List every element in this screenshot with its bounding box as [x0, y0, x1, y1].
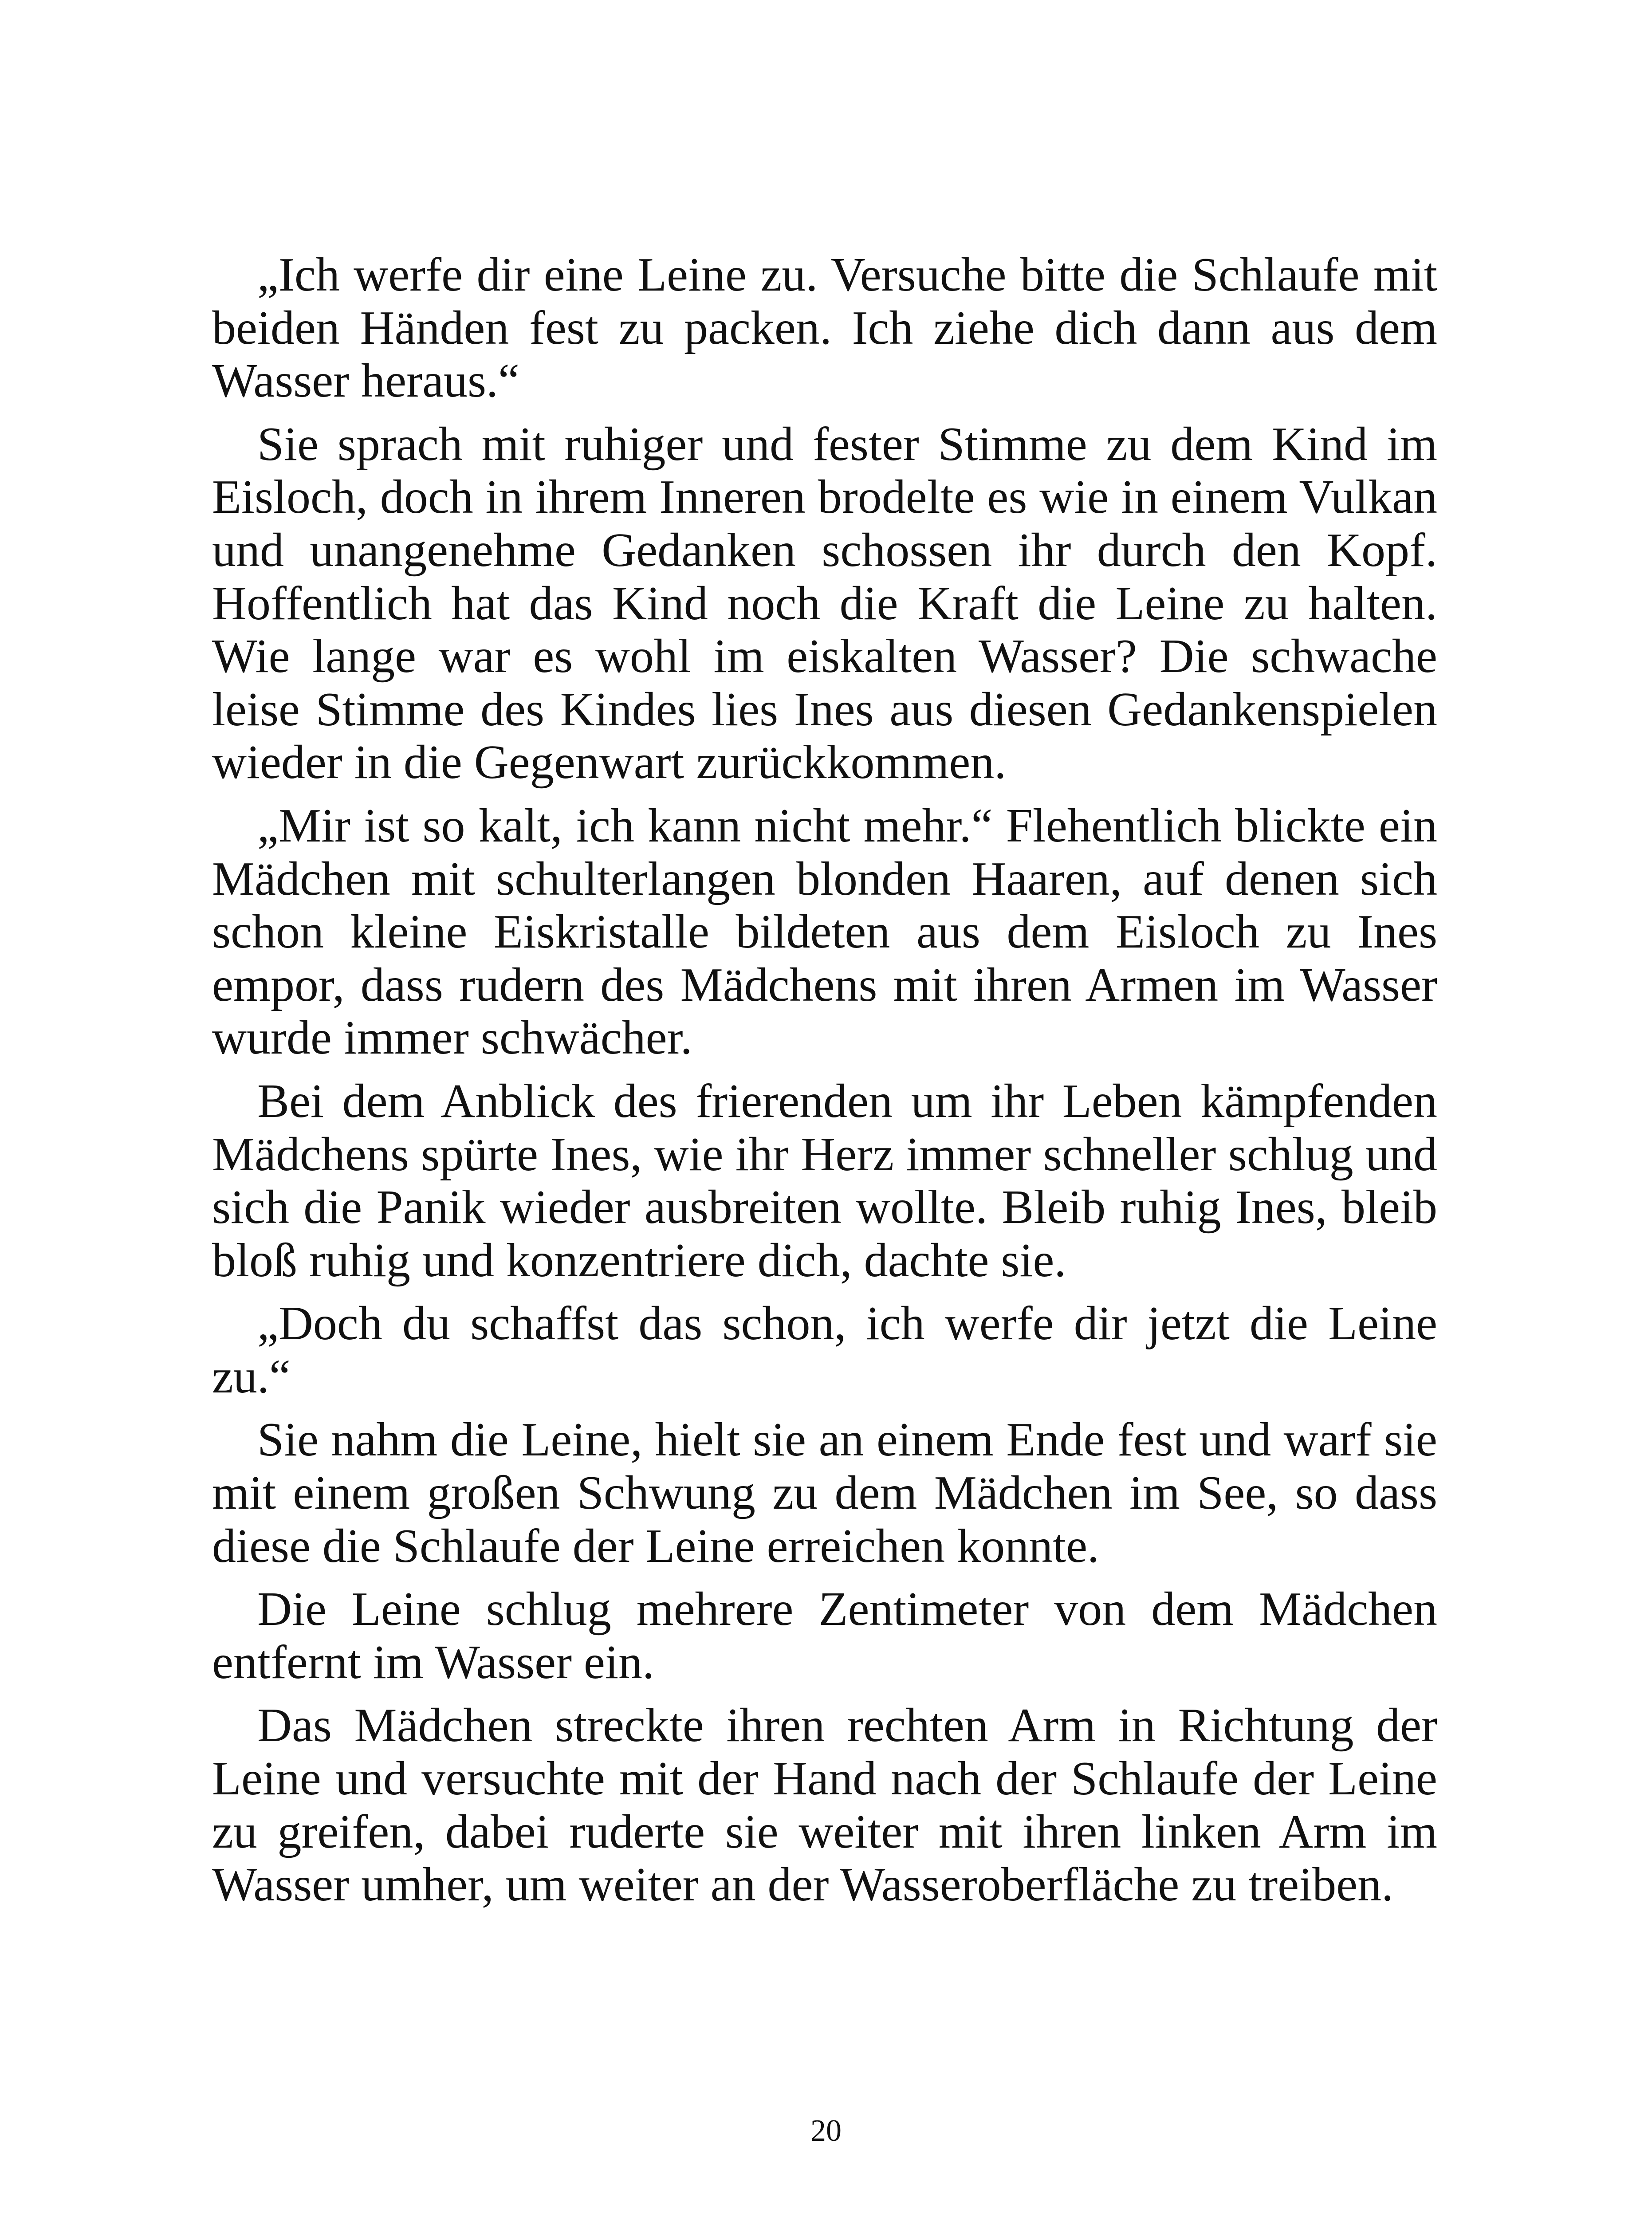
paragraph-7: Die Leine schlug mehrere Zentimeter von dem Mädchen entfernt im Wasser ein. [212, 1583, 1437, 1689]
paragraph-1: „Ich werfe dir eine Leine zu. Versuche bitte die Schlaufe mit beiden Händen fest zu packen. Ich ziehe dich dann aus dem Wasser heraus.“ [212, 248, 1437, 408]
paragraph-6: Sie nahm die Leine, hielt sie an einem Ende fest und warf sie mit einem großen Schwung zu dem Mädchen im See, so dass diese die Schlaufe der Leine erreichen konnte. [212, 1413, 1437, 1573]
paragraph-8: Das Mädchen streckte ihren rechten Arm in Richtung der Leine und versuchte mit der Hand nach der Schlaufe der Leine zu greifen, dabei ruderte sie weiter mit ihren linken Arm im Wasser umher, um weiter an der Wasseroberfläche zu treiben. [212, 1699, 1437, 1911]
page-number: 20 [810, 2114, 842, 2148]
body-text [212, 248, 1437, 1922]
paragraph-5: „Doch du schaffst das schon, ich werfe dir jetzt die Leine zu.“ [212, 1297, 1437, 1403]
paragraph-3: „Mir ist so kalt, ich kann nicht mehr.“ Flehentlich blickte ein Mädchen mit schulterlangen blonden Haaren, auf denen sich schon kleine Eiskristalle bildeten aus dem Eisloch zu Ines empor, dass rudern des Mädchens mit ihren Armen im Wasser wurde immer schwächer. [212, 799, 1437, 1065]
paragraph-2: Sie sprach mit ruhiger und fester Stimme zu dem Kind im Eisloch, doch in ihrem Inneren brodelte es wie in einem Vulkan und unangenehme Gedanken schossen ihr durch den Kopf. Hoffentlich hat das Kind noch die Kraft die Leine zu halten. Wie lange war es wohl im eiskalten Wasser? Die schwache leise Stimme des Kindes lies Ines aus diesen Gedankenspielen wieder in die Gegenwart zurückkommen. [212, 417, 1437, 789]
paragraph-4: Bei dem Anblick des frierenden um ihr Leben kämpfenden Mädchens spürte Ines, wie ihr Herz immer schneller schlug und sich die Panik wieder ausbreiten wollte. Bleib ruhig Ines, bleib bloß ruhig und konzentriere dich, dachte sie. [212, 1074, 1437, 1287]
